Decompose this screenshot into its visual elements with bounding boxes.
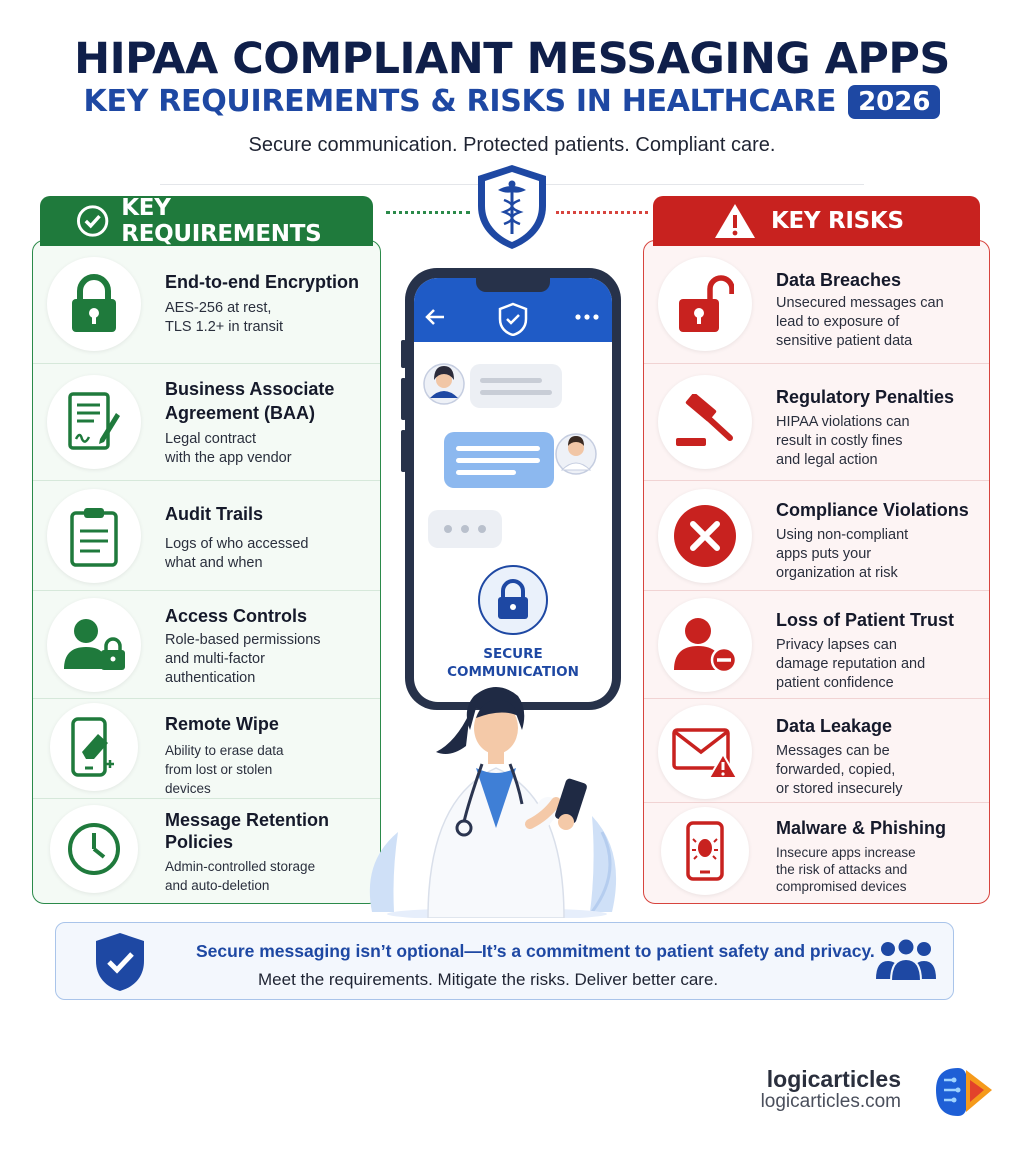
- risk-title: Regulatory Penalties: [776, 387, 955, 407]
- user-lock-icon: [62, 617, 126, 673]
- phone-eraser-icon: [70, 716, 118, 778]
- risk-desc: result in costly fines: [776, 433, 903, 449]
- risk-title: Compliance Violations: [776, 500, 969, 520]
- risk-desc: HIPAA violations can: [776, 414, 910, 430]
- phone-notch: [476, 278, 550, 292]
- requirement-desc: from lost or stolen: [165, 762, 273, 777]
- requirement-title: Access Controls: [165, 606, 308, 626]
- requirement-desc: Admin-controlled storage: [165, 859, 316, 874]
- risk-desc: Privacy lapses can: [776, 637, 897, 653]
- requirement-title: Policies: [165, 832, 234, 852]
- risk-title: Data Breaches: [776, 270, 902, 290]
- risk-desc: forwarded, copied,: [776, 762, 896, 778]
- clipboard-icon: [68, 505, 120, 567]
- team-icon: [874, 937, 938, 983]
- risk-item: [644, 699, 989, 803]
- doctor-illustration: [352, 682, 642, 918]
- risk-desc: or stored insecurely: [776, 781, 903, 797]
- risk-item: [644, 364, 989, 481]
- risk-desc: lead to exposure of: [776, 314, 900, 330]
- banner-subline: Meet the requirements. Mitigate the risks. Deliver better care.: [258, 970, 719, 989]
- mail-warning-icon: [671, 724, 739, 780]
- footer-banner: [55, 922, 954, 1000]
- clock-icon: [66, 821, 122, 877]
- year-badge: 2026: [848, 85, 940, 119]
- check-circle-icon: [76, 204, 109, 238]
- chat-illustration: [414, 342, 612, 642]
- page-subtitle: KEY REQUIREMENTS & RISKS IN HEALTHCARE: [83, 84, 837, 119]
- contract-icon: [66, 391, 122, 453]
- requirements-panel: [32, 240, 381, 904]
- brand-logo-icon: [930, 1064, 994, 1116]
- risks-header: [653, 196, 980, 246]
- requirement-desc: what and when: [165, 555, 263, 571]
- risk-desc: Messages can be: [776, 743, 890, 759]
- shield-check-icon: [498, 302, 528, 336]
- requirement-item: [33, 799, 380, 904]
- requirements-heading: KEY REQUIREMENTS: [121, 195, 322, 247]
- brand-name: logicarticles: [766, 1066, 901, 1092]
- warning-triangle-icon: [713, 202, 757, 240]
- dotted-connector-right: [556, 211, 648, 214]
- page-title: HIPAA COMPLIANT MESSAGING APPS: [74, 34, 950, 84]
- risk-desc: compromised devices: [776, 879, 907, 894]
- requirement-desc: with the app vendor: [165, 450, 292, 466]
- requirement-item: [33, 481, 380, 591]
- phone-side-button: [401, 378, 406, 420]
- risk-title: Malware & Phishing: [776, 818, 947, 838]
- risk-title: Loss of Patient Trust: [776, 610, 955, 630]
- risks-panel: [643, 240, 990, 904]
- risk-item: [644, 241, 989, 364]
- requirement-desc: and auto-deletion: [165, 878, 270, 893]
- requirement-desc: Legal contract: [165, 431, 257, 447]
- risk-desc: organization at risk: [776, 565, 898, 581]
- requirement-desc: TLS 1.2+ in transit: [165, 319, 284, 335]
- requirement-desc: Role-based permissions: [165, 632, 321, 648]
- gavel-icon: [672, 394, 738, 450]
- subtitle-row: [0, 84, 1024, 119]
- risk-desc: the risk of attacks and: [776, 862, 908, 877]
- requirement-desc: Logs of who accessed: [165, 536, 309, 552]
- secure-label-line: SECURE: [483, 646, 543, 662]
- requirement-desc: Ability to erase data: [165, 743, 284, 758]
- phone-side-button: [401, 430, 406, 472]
- requirement-title: Audit Trails: [165, 504, 264, 524]
- risk-item: [644, 591, 989, 699]
- requirement-title: Message Retention: [165, 810, 330, 830]
- back-arrow-icon: [424, 308, 446, 326]
- phone-bug-icon: [685, 820, 725, 882]
- unlocked-icon: [676, 274, 734, 334]
- phone-screen: [414, 278, 612, 702]
- requirement-desc: AES-256 at rest,: [165, 300, 272, 316]
- banner-headline: Secure messaging isn’t optional—It’s a commitment to patient safety and privacy.: [196, 941, 875, 961]
- requirement-title: Remote Wipe: [165, 714, 279, 734]
- risk-desc: Unsecured messages can: [776, 295, 944, 311]
- requirement-item: [33, 699, 380, 799]
- dotted-connector-left: [386, 211, 470, 214]
- requirement-title: Business Associate: [165, 379, 335, 399]
- requirement-title: End-to-end Encryption: [165, 272, 359, 292]
- requirements-header: [40, 196, 373, 246]
- caduceus-shield-icon: [474, 162, 550, 252]
- requirement-desc: and multi-factor: [165, 651, 265, 667]
- risk-item: [644, 803, 989, 904]
- risk-item: [644, 481, 989, 591]
- lock-icon: [67, 274, 121, 334]
- risk-desc: sensitive patient data: [776, 333, 913, 349]
- risk-desc: and legal action: [776, 452, 878, 468]
- risk-desc: Insecure apps increase: [776, 845, 916, 860]
- secure-communication-label: [414, 645, 612, 681]
- requirement-item: [33, 241, 380, 364]
- requirement-desc: authentication: [165, 670, 256, 686]
- requirement-title: Agreement (BAA): [165, 403, 316, 423]
- risk-title: Data Leakage: [776, 716, 893, 736]
- tagline: Secure communication. Protected patients. Compliant care.: [248, 134, 776, 156]
- risk-desc: patient confidence: [776, 675, 894, 691]
- requirement-desc: devices: [165, 781, 211, 796]
- shield-check-icon: [94, 931, 146, 993]
- phone-side-button: [401, 340, 406, 368]
- requirement-item: [33, 364, 380, 481]
- risks-heading: KEY RISKS: [771, 208, 904, 234]
- secure-label-line: COMMUNICATION: [447, 664, 579, 680]
- risk-desc: apps puts your: [776, 546, 872, 562]
- risk-desc: damage reputation and: [776, 656, 926, 672]
- x-circle-icon: [672, 503, 738, 569]
- brand-url[interactable]: logicarticles.com: [760, 1091, 901, 1112]
- user-minus-icon: [672, 616, 738, 674]
- more-options-icon: [574, 313, 600, 321]
- risk-desc: Using non-compliant: [776, 527, 909, 543]
- requirement-item: [33, 591, 380, 699]
